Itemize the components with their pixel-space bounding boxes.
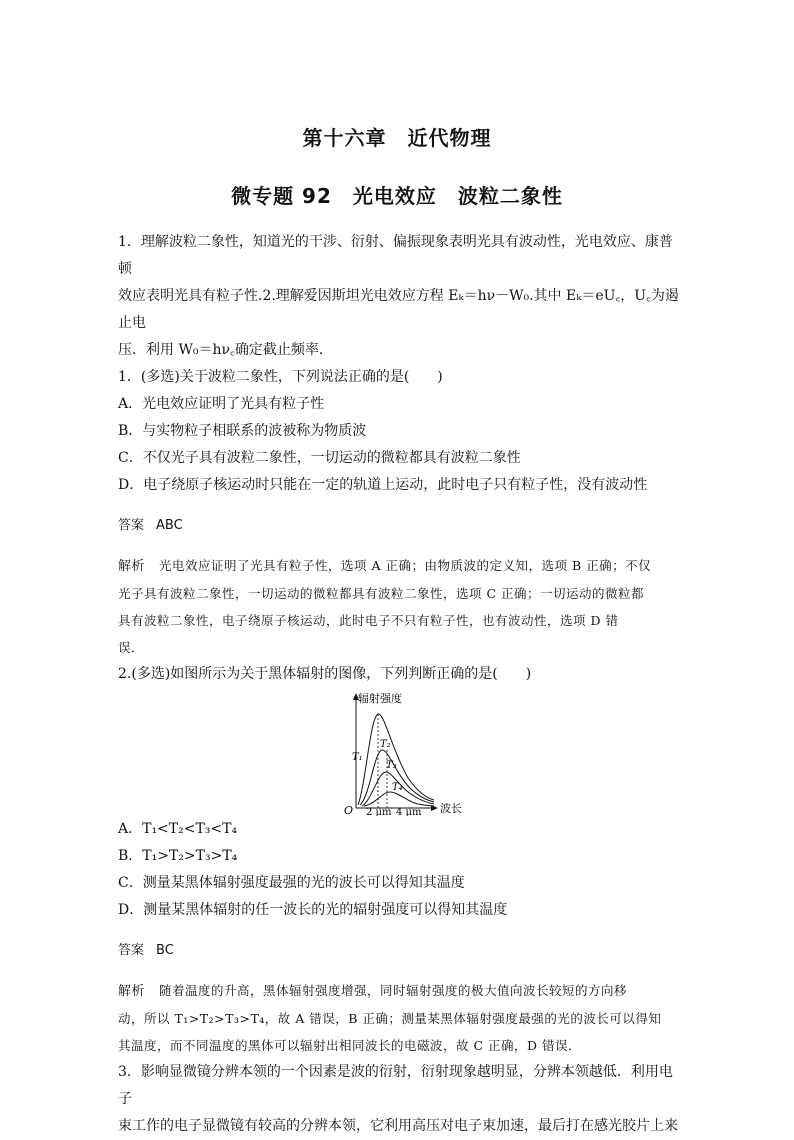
q1-stem: 1．(多选)关于波粒二象性，下列说法正确的是( ) [118, 369, 443, 385]
curve-t2 [360, 750, 434, 805]
q1-answer [118, 512, 682, 539]
x-axis-label: 波长 [440, 802, 462, 815]
q1-analysis-line-3: 具有波粒二象性，电子绕原子核运动，此时电子不只有粒子性，也有波动性，选项 D 错 [118, 613, 619, 628]
q2-stem: 2.(多选)如图所示为关于黑体辐射的图像，下列判断正确的是( ) [118, 666, 532, 682]
intro-line-1: 1．理解波粒二象性，知道光的干涉、衍射、偏振现象表明光具有波动性，光电效应、康普顿 [118, 234, 673, 277]
q1-option-b: B．与实物粒子相联系的波被称为物质波 [118, 423, 367, 439]
q1-analysis-line-1 [118, 552, 682, 580]
analysis-label: 解析 [118, 559, 146, 574]
q3-line-2: 束工作的电子显微镜有较高的分辨本领，它利用高压对电子束加速，最后打在感光胶片上来 [118, 1118, 678, 1134]
tick-label-2um: 2 μm [366, 807, 392, 816]
q2-analysis-line-2: 动，所以 T₁>T₂>T₃>T₄，故 A 错误，B 正确；测量某黑体辐射强度最强的光的波长可以得知 [118, 1011, 662, 1026]
q2-option-b: B．T₁>T₂>T₃>T₄ [118, 848, 238, 864]
q1-option-c: C．不仅光子具有波粒二象性，一切运动的微粒都具有波粒二象性 [118, 450, 521, 466]
q1-option-a: A．光电效应证明了光具有粒子性 [118, 396, 325, 412]
answer-label: 答案 [118, 943, 145, 958]
origin-label: O [344, 804, 354, 816]
content [118, 229, 682, 1140]
q2-option-d: D．测量某黑体辐射的任一波长的光的辐射强度可以得知其温度 [118, 902, 508, 918]
analysis-text: 随着温度的升高，黑体辐射强度增强，同时辐射强度的极大值向波长较短的方向移 [159, 983, 628, 998]
q1-option-d: D．电子绕原子核运动时只能在一定的轨道上运动，此时电子只有粒子性，没有波动性 [118, 477, 648, 493]
curve-t4 [364, 792, 434, 806]
analysis-label: 解析 [118, 984, 146, 999]
curve-label-t2: T₂ [380, 739, 391, 750]
q2-option-a: A．T₁<T₂<T₃<T₄ [118, 821, 238, 837]
q1-analysis-line-2: 光子具有波粒二象性，一切运动的微粒都具有波粒二象性，选项 C 正确；一切运动的微粒都 [118, 586, 645, 601]
answer-label: 答案 [118, 518, 145, 533]
q2-answer [118, 937, 682, 964]
q2-option-c: C．测量某黑体辐射强度最强的光的波长可以得知其温度 [118, 875, 465, 891]
blackbody-radiation-figure [0, 688, 794, 816]
tick-label-4um: 4 μm [396, 807, 422, 816]
answer-value: BC [156, 943, 174, 958]
chapter-title: 第十六章 近代物理 [302, 126, 492, 150]
curve-label-t4: T₄ [392, 782, 403, 793]
intro-line-3: 压．利用 W₀＝hν꜀确定截止频率． [118, 342, 333, 358]
q2-analysis-line-3: 其温度，而不同温度的黑体可以辐射出相同波长的电磁波，故 C 正确，D 错误． [118, 1038, 582, 1053]
q2-analysis-line-1 [118, 977, 682, 1005]
curve-label-t1: T₁ [352, 752, 363, 763]
q3-line-1: 3．影响显微镜分辨本领的一个因素是波的衍射，衍射现象越明显，分辨本领越低．利用电子 [118, 1064, 673, 1107]
blackbody-graph [322, 688, 472, 816]
topic-title: 微专题 92 光电效应 波粒二象性 [231, 184, 563, 208]
intro-line-2: 效应表明光具有粒子性.2.理解爱因斯坦光电效应方程 Eₖ＝hν－W₀.其中 Eₖ＝eU꜀，U꜀为遏止电 [118, 288, 679, 331]
q1-analysis-line-4: 误． [118, 640, 145, 655]
analysis-text: 光电效应证明了光具有粒子性，选项 A 正确；由物质波的定义知，选项 B 正确；不仅 [159, 558, 652, 573]
answer-value: ABC [156, 518, 183, 533]
y-axis-label: 辐射强度 [358, 692, 402, 705]
curve-label-t3: T₃ [386, 760, 397, 771]
